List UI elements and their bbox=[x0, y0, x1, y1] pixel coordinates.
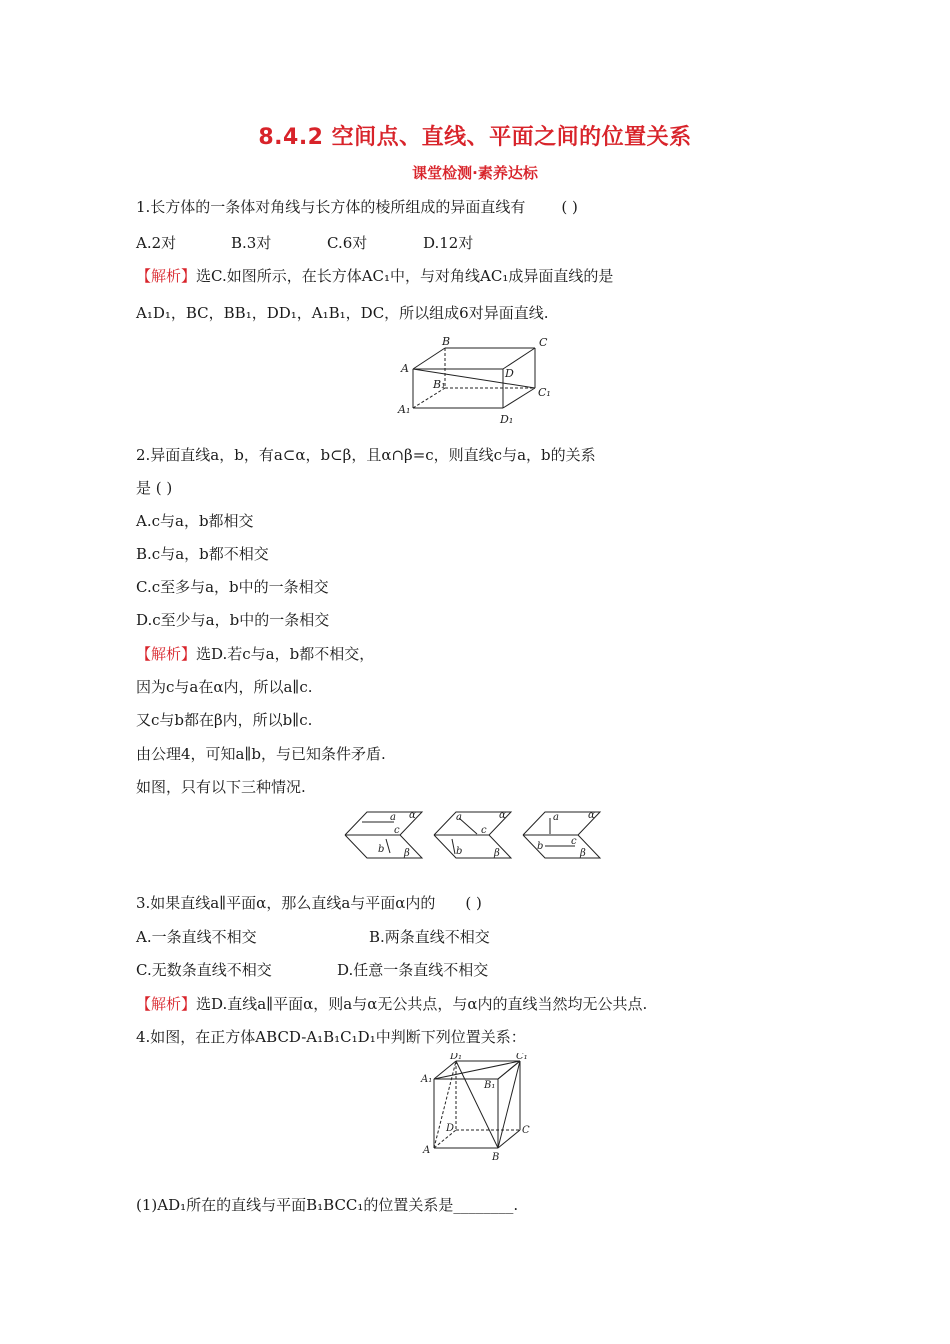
fig2-label-alpha: α bbox=[499, 810, 506, 821]
label-d1: D₁ bbox=[450, 1053, 463, 1062]
label-d1: D₁ bbox=[500, 413, 514, 426]
fig2-label-c: c bbox=[481, 825, 487, 836]
q4-sub1: (1)AD₁所在的直线与平面B₁BCC₁的位置关系是________. bbox=[136, 1196, 519, 1214]
label-b: B bbox=[492, 1152, 500, 1163]
label-b1: B₁ bbox=[484, 1080, 496, 1091]
fig3-label-a: a bbox=[553, 812, 559, 823]
fig1-label-a: a bbox=[390, 812, 396, 823]
q1-answer-paren: ( ) bbox=[561, 198, 578, 216]
label-c: C bbox=[522, 1125, 530, 1136]
planes-figure bbox=[342, 806, 608, 864]
q3-option-a: A.一条直线不相交 bbox=[136, 928, 257, 946]
page-subtitle: 课堂检测·素养达标 bbox=[412, 164, 538, 182]
q2-option-c: C.c至多与a，b中的一条相交 bbox=[136, 578, 329, 596]
q2-option-d: D.c至少与a，b中的一条相交 bbox=[136, 611, 330, 629]
q1-option-d: D.12对 bbox=[423, 234, 474, 252]
label-c1: C₁ bbox=[538, 386, 551, 399]
fig3-label-b: b bbox=[537, 841, 544, 852]
q2-analysis: 【解析】选D.若c与a，b都不相交， bbox=[136, 645, 375, 663]
q4-stem: 4.如图，在正方体ABCD-A₁B₁C₁D₁中判断下列位置关系： bbox=[136, 1028, 526, 1046]
q1-analysis-cont: A₁D₁，BC，BB₁，DD₁，A₁B₁，DC，所以组成6对异面直线. bbox=[136, 304, 549, 322]
q3-analysis: 【解析】选D.直线a∥平面α，则a与α无公共点，与α内的直线当然均无公共点. bbox=[136, 995, 648, 1013]
label-c: C bbox=[539, 336, 548, 349]
cube-figure bbox=[420, 1053, 535, 1165]
page-title: 8.4.2 空间点、直线、平面之间的位置关系 bbox=[258, 125, 692, 150]
analysis-tag: 【解析】 bbox=[136, 645, 197, 663]
label-d: D bbox=[505, 367, 514, 380]
fig2-label-beta: β bbox=[494, 848, 500, 859]
q2-stem: 2.异面直线a，b，有a⊂α，b⊂β，且α∩β=c，则直线c与a，b的关系 bbox=[136, 446, 596, 464]
label-b: B bbox=[442, 335, 451, 348]
q2-option-a: A.c与a，b都相交 bbox=[136, 512, 254, 530]
label-a: A bbox=[401, 362, 409, 375]
q1-analysis: 【解析】选C.如图所示，在长方体AC₁中，与对角线AC₁成异面直线的是 bbox=[136, 267, 614, 285]
fig1-label-beta: β bbox=[404, 848, 410, 859]
q2-option-b: B.c与a，b都不相交 bbox=[136, 545, 269, 563]
label-d: D bbox=[446, 1123, 455, 1134]
analysis-tag: 【解析】 bbox=[136, 267, 197, 285]
q2-stem-cont: 是 ( ) bbox=[136, 479, 173, 497]
label-c1: C₁ bbox=[516, 1053, 528, 1062]
q1-option-c: C.6对 bbox=[327, 234, 368, 252]
q2-analysis-line5: 如图，只有以下三种情况. bbox=[136, 778, 306, 796]
q3-answer-paren: ( ) bbox=[465, 894, 482, 912]
fig2-label-b: b bbox=[456, 846, 463, 857]
fig3-label-alpha: α bbox=[588, 810, 595, 821]
label-b1: B₁ bbox=[433, 378, 446, 391]
label-a: A bbox=[423, 1145, 431, 1156]
fig3-label-c: c bbox=[571, 836, 577, 847]
q2-analysis-line3: 又c与b都在β内，所以b∥c. bbox=[136, 711, 313, 729]
fig1-label-alpha: α bbox=[409, 810, 416, 821]
q3-stem: 3.如果直线a∥平面α，那么直线a与平面α内的 ( ) bbox=[136, 894, 482, 912]
q1-option-a: A.2对 bbox=[136, 234, 177, 252]
q3-option-d: D.任意一条直线不相交 bbox=[337, 961, 489, 979]
fig3-label-beta: β bbox=[580, 848, 586, 859]
label-a1: A₁ bbox=[398, 403, 411, 416]
q2-analysis-line2: 因为c与a在α内，所以a∥c. bbox=[136, 678, 313, 696]
fig1-label-c: c bbox=[394, 825, 400, 836]
fig2-label-a: a bbox=[456, 812, 462, 823]
q1-option-b: B.3对 bbox=[231, 234, 272, 252]
q2-analysis-line4: 由公理4，可知a∥b，与已知条件矛盾. bbox=[136, 745, 386, 763]
q1-stem: 1.长方体的一条体对角线与长方体的棱所组成的异面直线有 ( ) bbox=[136, 198, 578, 216]
analysis-tag: 【解析】 bbox=[136, 995, 197, 1013]
q3-option-b: B.两条直线不相交 bbox=[369, 928, 490, 946]
cuboid-figure bbox=[395, 334, 565, 429]
q3-option-c: C.无数条直线不相交 bbox=[136, 961, 272, 979]
fig1-label-b: b bbox=[378, 844, 385, 855]
label-a1: A₁ bbox=[421, 1074, 433, 1085]
